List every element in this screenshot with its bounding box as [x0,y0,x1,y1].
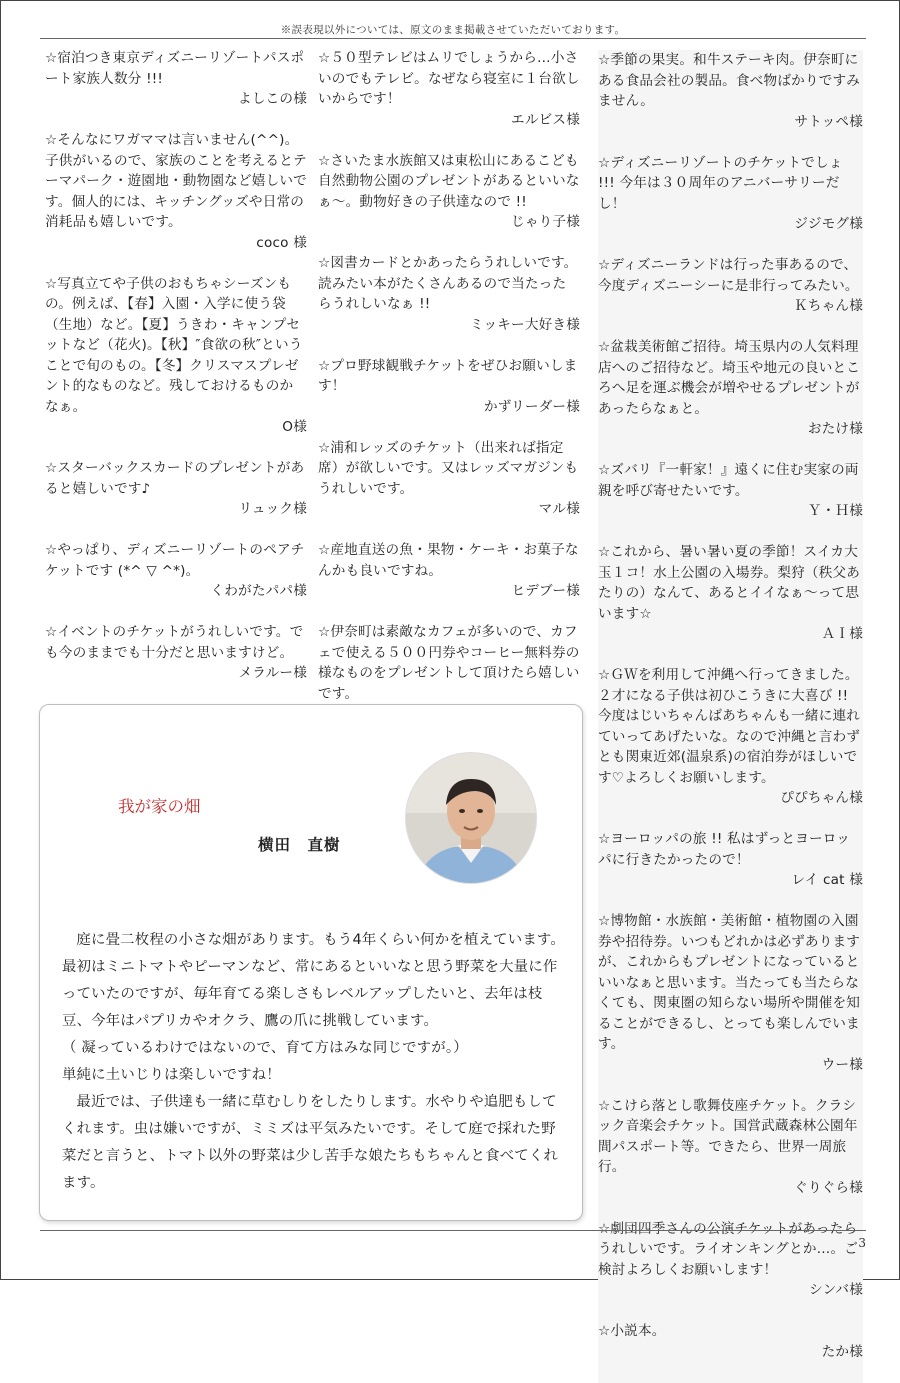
comment-entry [598,50,863,132]
comment-entry [318,151,580,233]
comment-text: ☆伊奈町は素敵なカフェが多いので、カフェで使える５００円券やコーヒー無料券の様なものをプレゼントして頂けたら嬉しいです。 [318,624,580,702]
comment-text: ☆写真立てや子供のおもちゃシーズンもの。例えば、【春】入園・入学に使う袋（生地）など。【夏】うきわ・キャンプセットなど（花火)。【秋】″食欲の秋″ということで旬のもの。【冬】クリスマスプレゼント的なものなど。残しておけるものかなぁ。 [45,275,303,415]
comment-signature: レイ cat 様 [791,872,863,888]
top-divider [40,38,866,39]
comment-entry [45,48,307,110]
comment-text: ☆図書カードとかあったらうれしいです。読みたい本がたくさんあるので当たったらうれしいなぁ !! [318,255,578,312]
comment-text: ☆スターバックスカードのプレゼントがあると嬉しいです♪ [45,460,305,497]
comment-signature: マル様 [538,501,580,517]
comment-entry [45,130,307,253]
comment-signature: サトッペ様 [794,113,863,130]
comment-text: ☆プロ野球観戦チケットをぜひお願いします！ [318,357,578,394]
comment-entry [598,337,863,440]
comment-entry [598,153,863,235]
comment-text: ☆ディズニーリゾートのチケットでしょ !!! 今年は３０周年のアニバーサリーだし！ [598,154,843,212]
comment-entry [318,48,580,130]
comment-text: ☆盆栽美術館ご招待。埼玉県内の人気料理店へのご招待など。埼玉や地元の良いところへ足を運ぶ機会が増やせるプレゼントがあったらなぁと。 [598,339,861,417]
comment-text: ☆こけら落とし歌舞伎座チケット。クラシック音楽会チケット。国営武蔵森林公園年間パスポート等。できたら、世界一周旅行。 [598,1097,858,1175]
comment-signature: たか様 [821,1343,863,1360]
comment-signature: ヒデブー様 [511,583,580,599]
feature-essay [62,927,567,1197]
comment-entry [318,356,580,418]
comment-entry [598,542,863,645]
comment-signature: ジジモグ様 [794,216,863,232]
comment-text: ☆産地直送の魚・果物・ケーキ・お菓子なんかも良いですね。 [318,542,579,579]
comment-signature: おたけ様 [807,421,863,437]
comment-entry [45,540,307,602]
page-number: 3 [858,1236,866,1250]
comment-text: ☆そんなにワガママは言いません(^^)。子供がいるので、家族のことを考えるとテーマパーク・遊園地・動物園など嬉しいです。個人的には、キッチングッズや日常の消耗品も嬉しいです。 [45,132,307,230]
comment-text: ☆博物館・水族館・美術館・植物園の入園券や招待券。いつもどれかは必ずありますが、これからもプレゼントになっているといいなぁと思います。当たっても当たらなくても、関東圏の知らない場所や開催を知ることができるし、とっても楽しんでいます。 [598,913,861,1052]
bottom-divider [40,1230,866,1231]
comment-text: ☆小説本。 [598,1323,666,1339]
comment-entry [318,438,580,520]
comment-entry [45,274,307,438]
comment-entry [45,622,307,684]
comment-entry [45,458,307,520]
comment-signature: エルビス様 [511,111,580,128]
comment-text: ☆劇団四季さんの公演チケットがあったらうれしいです。ライオンキングとか…。ご検討よろしくお願いします！ [598,1220,859,1278]
comment-entry [318,540,580,602]
comment-text: ☆季節の果実。和牛ステーキ肉。伊奈町にある食品会社の製品。食べ物ばかりですみません。 [598,52,861,109]
comment-entry [598,255,863,317]
column-left [45,48,307,786]
essay-paragraph: （ 凝っているわけではないので、育て方はみな同じですが。） 単純に土いじりは楽しいですね！ [62,1040,468,1083]
header-notice: ※誤表現以外については、原文のまま掲載させていただいております。 [280,24,626,36]
comment-signature: じゃり子様 [511,214,580,230]
comment-signature: ウー様 [821,1056,863,1073]
comment-entry [598,665,863,809]
comment-signature: ＡＩ様 [821,626,863,642]
comment-text: ☆ヨーロッパの旅 !! 私はずっとヨーロッパに行きたかったので！ [598,831,851,868]
comment-text: ☆５０型テレビはムリでしょうから…小さいのでもテレビ。なぜなら寝室に１台欲しいからです！ [318,50,580,107]
comment-text: ☆やっぱり、ディズニーリゾートのペアチケットです (*^ ▽ ^*)。 [45,542,305,579]
column-right [598,50,863,1383]
comment-entry [598,1096,863,1199]
comment-entry [598,829,863,891]
comment-signature: くわがたパパ様 [210,583,307,599]
comment-signature: Ｋちゃん様 [794,298,863,314]
comment-text: ☆イベントのチケットがうれしいです。でも今のままでも十分だと思いますけど。 [45,624,304,661]
comment-entry [598,911,863,1075]
comment-signature: ぐりぐら様 [794,1179,863,1196]
comment-signature: シンバ様 [809,1282,863,1298]
comment-signature: ぴぴちゃん様 [780,790,863,806]
comment-entry [598,460,863,522]
feature-author: 横田 直樹 [258,836,341,854]
comment-text: ☆さいたま水族館又は東松山にあるこども自然動物公園のプレゼントがあるといいなぁ〜。動物好きの子供達なので !! [318,152,580,210]
comment-signature: かずリーダー様 [483,398,580,415]
essay-paragraph: 庭に畳二枚程の小さな畑があります。もう4年くらい何かを植えています。最初はミニトマトやピーマンなど、常にあるといいなと思う野菜を大量に作っていたのですが、毎年育てる楽しさもレベルアップしたいと、去年は枝豆、今年はパプリカやオクラ、鷹の爪に挑戦しています。 [62,932,565,1029]
feature-box [39,704,583,1221]
comment-signature: coco 様 [256,234,307,251]
comment-signature: ミッキー大好き様 [469,316,580,333]
comment-signature: よしこの様 [238,91,307,107]
comment-signature: Ｙ・Ｈ様 [807,503,863,519]
comment-signature: O様 [282,419,307,435]
essay-paragraph: 最近では、子供達も一緒に草むしりをしたりします。水やりや追肥もしてくれます。虫は嫌いですが、ミミズは平気みたいです。そして庭で採れた野菜だと言うと、トマト以外の野菜は少し苦手な娘たちもちゃんと食べてくれます。 [62,1094,559,1191]
comment-entry [318,253,580,335]
person-photo-icon [406,753,536,883]
comment-text: ☆ディズニーランドは行った事あるので、今度ディズニーシーに是非行ってみたい。 [598,257,859,294]
comment-text: ☆これから、暑い暑い夏の季節！スイカ大玉１コ！水上公園の入場券。梨狩（秩父あたりの）なんて、あるとイイなぁ〜って思います☆ [598,544,861,622]
comment-text: ☆浦和レッズのチケット（出来れば指定席）が欲しいです。又はレッズマガジンもうれしいです。 [318,439,579,497]
feature-title: 我が家の畑 [118,797,201,816]
comment-text: ☆宿泊つき東京ディズニーリゾートパスポート家族人数分 !!! [45,50,305,87]
comment-text: ☆ズバリ『一軒家！』遠くに住む実家の両親を呼び寄せたいです。 [598,462,859,499]
comment-signature: メラルー様 [238,665,307,681]
comment-entry [598,1321,863,1362]
comment-signature: リュック様 [238,501,307,517]
comment-text: ☆ＧＷを利用して沖縄へ行ってきました。２才になる子供は初ひこうきに大喜び !! 今度はじいちゃんばあちゃんも一緒に連れていってあげたいな。なので沖縄と言わずとも関東近郊(温泉系)の宿泊券がほしいです♡よろしくお願いします。 [598,667,861,786]
